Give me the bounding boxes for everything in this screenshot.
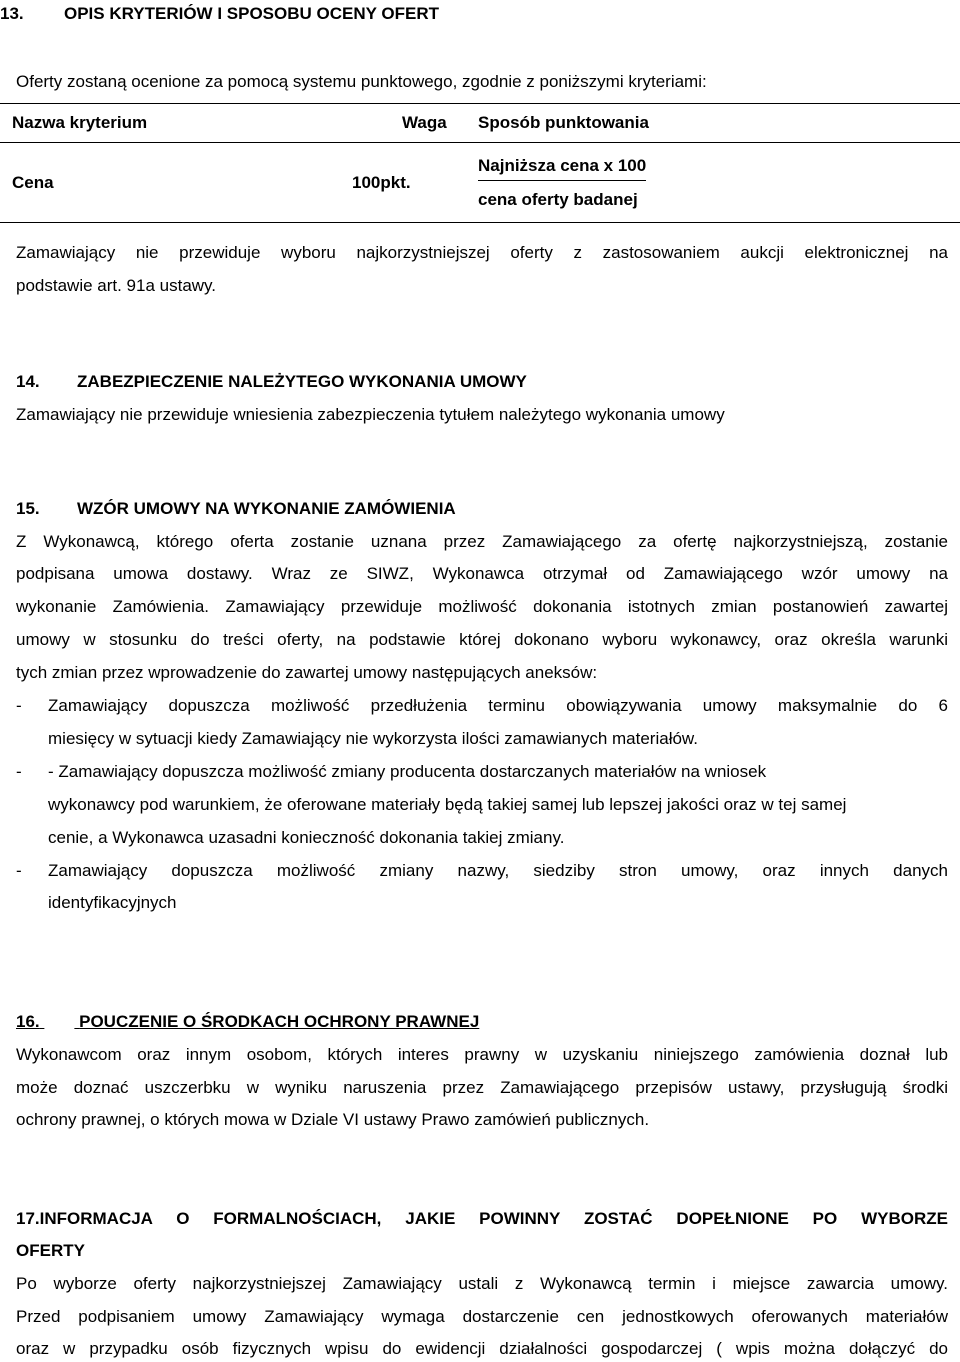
section-16-number: 16. xyxy=(16,1012,40,1031)
criteria-weight-cell: 100pkt. xyxy=(352,172,411,192)
criteria-formula-cell xyxy=(474,143,960,223)
section-15-line-5: tych zmian przez wprowadzenie do zawartej umowy następujących aneksów: xyxy=(16,663,598,682)
criteria-name-cell: Cena xyxy=(12,172,54,192)
price-formula xyxy=(478,156,646,210)
section-14-text: Zamawiający nie przewiduje wniesienia zabezpieczenia tytułem należytego wykonania umowy xyxy=(16,405,725,424)
bullet-2-line-1: - Zamawiający dopuszcza możliwość zmiany producenta dostarczanych materiałów na wniosek xyxy=(48,762,767,781)
section-16-title: POUCZENIE O ŚRODKACH OCHRONY PRAWNEJ xyxy=(79,1012,480,1031)
formula-denominator: cena oferty badanej xyxy=(478,189,638,209)
criteria-header-name: Nazwa kryterium xyxy=(12,113,148,132)
section-16-line-2: może doznać uszczerbku w wyniku naruszenia przez Zamawiającego przepisów ustawy, przysługują środki xyxy=(16,1078,948,1097)
bullet-2-line-2: wykonawcy pod warunkiem, że oferowane materiały będą takiej samej lub lepszej jakości oraz w tej samej xyxy=(48,795,847,814)
section-16-heading xyxy=(16,1012,479,1032)
section-15-number: 15. xyxy=(16,499,40,518)
bullet-marker-2: - xyxy=(16,762,22,781)
bullet-2-line-3: cenie, a Wykonawca uzasadni konieczność dokonania takiej zmiany. xyxy=(48,828,565,847)
section-16-line-3: ochrony prawnej, o których mowa w Dziale VI ustawy Prawo zamówień publicznych. xyxy=(16,1110,650,1129)
section-15-line-2: podpisana umowa dostawy. Wraz ze SIWZ, Wykonawca otrzymał od Zamawiającego wzór umowy na xyxy=(16,564,948,583)
criteria-table-header-row xyxy=(0,104,960,143)
section-13-heading xyxy=(0,4,439,24)
section-17-line-1: Po wyborze oferty najkorzystniejszej Zamawiający ustali z Wykonawcą termin i miejsce zawarcia umowy. xyxy=(16,1274,948,1293)
bullet-marker-3: - xyxy=(16,861,22,880)
section-17-line-3: oraz w przypadku osób fizycznych wpisu do ewidencji działalności gospodarczej ( wpis można dołączyć do xyxy=(16,1339,948,1358)
criteria-header-scoring: Sposób punktowania xyxy=(478,113,649,132)
auction-note-line-2: podstawie art. 91a ustawy. xyxy=(16,276,217,295)
section-13-number: 13. xyxy=(0,4,24,23)
section-17-title-line-2: OFERTY xyxy=(16,1241,85,1260)
bullet-marker-1: - xyxy=(16,696,22,715)
section-14-heading xyxy=(16,372,527,392)
section-17-line-2: Przed podpisaniem umowy Zamawiający wymaga dostarczenie cen jednostkowych oferowanych materiałów xyxy=(16,1307,948,1326)
section-15-line-4: umowy w stosunku do treści oferty, na podstawie której dokonano wyboru wykonawcy, oraz określa warunki xyxy=(16,630,948,649)
criteria-table xyxy=(0,103,960,223)
section-15-line-1: Z Wykonawcą, którego oferta zostanie uznana przez Zamawiającego za ofertę najkorzystniejszą, zostanie xyxy=(16,532,948,551)
section-13-intro: Oferty zostaną ocenione za pomocą systemu punktowego, zgodnie z poniższymi kryteriami: xyxy=(16,72,707,91)
section-15-heading xyxy=(16,499,456,519)
criteria-table-row xyxy=(0,143,960,223)
section-14-title: ZABEZPIECZENIE NALEŻYTEGO WYKONANIA UMOWY xyxy=(77,372,527,391)
bullet-1-line-2: miesięcy w sytuacji kiedy Zamawiający nie wykorzysta ilości zamawianych materiałów. xyxy=(48,729,698,748)
section-14-number: 14. xyxy=(16,372,40,391)
formula-numerator: Najniższa cena x 100 xyxy=(478,156,646,181)
section-16-line-1: Wykonawcom oraz innym osobom, których interes prawny w uzyskaniu niniejszego zamówienia doznał lub xyxy=(16,1045,948,1064)
section-13-title: OPIS KRYTERIÓW I SPOSOBU OCENY OFERT xyxy=(64,4,439,23)
bullet-3-line-1: Zamawiający dopuszcza możliwość zmiany nazwy, siedziby stron umowy, oraz innych danych xyxy=(48,861,948,880)
auction-note-line-1: Zamawiający nie przewiduje wyboru najkorzystniejszej oferty z zastosowaniem aukcji elektronicznej na xyxy=(16,243,948,262)
section-15-title: WZÓR UMOWY NA WYKONANIE ZAMÓWIENIA xyxy=(77,499,456,518)
criteria-header-weight: Waga xyxy=(402,113,447,132)
section-15-line-3: wykonanie Zamówienia. Zamawiający przewiduje możliwość dokonania istotnych zmian postanowień zawartej xyxy=(16,597,948,616)
section-17-title-line-1: 17.INFORMACJA O FORMALNOŚCIACH, JAKIE POWINNY ZOSTAĆ DOPEŁNIONE PO WYBORZE xyxy=(16,1209,948,1228)
bullet-1-line-1: Zamawiający dopuszcza możliwość przedłużenia terminu obowiązywania umowy maksymalnie do 6 xyxy=(48,696,948,715)
bullet-3-line-2: identyfikacyjnych xyxy=(48,893,177,912)
